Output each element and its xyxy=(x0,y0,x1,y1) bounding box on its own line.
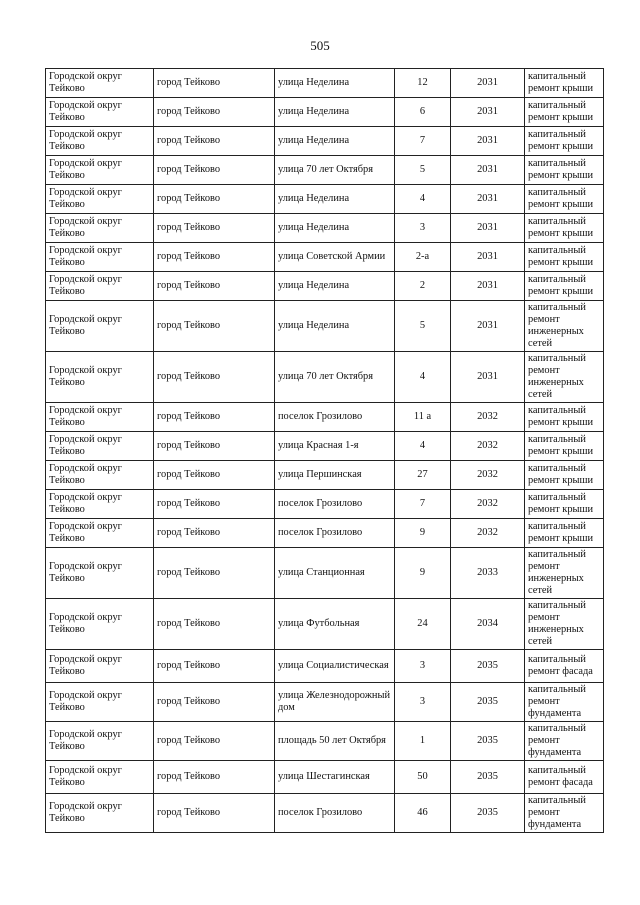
year-cell: 2031 xyxy=(451,352,525,403)
year-cell: 2035 xyxy=(451,650,525,683)
house-number-cell: 1 xyxy=(395,722,451,761)
work-type-cell: капитальный ремонт фасада xyxy=(525,761,604,794)
settlement-cell: город Тейково xyxy=(154,69,275,98)
settlement-cell: город Тейково xyxy=(154,599,275,650)
work-type-cell: капитальный ремонт крыши xyxy=(525,461,604,490)
table-row xyxy=(46,490,604,519)
street-cell: улица Неделина xyxy=(275,214,395,243)
table-row xyxy=(46,243,604,272)
settlement-cell: город Тейково xyxy=(154,490,275,519)
house-number-cell: 4 xyxy=(395,432,451,461)
table-row xyxy=(46,352,604,403)
year-cell: 2032 xyxy=(451,403,525,432)
work-type-cell: капитальный ремонт инженерных сетей xyxy=(525,548,604,599)
table-row xyxy=(46,548,604,599)
table-row xyxy=(46,98,604,127)
street-cell: площадь 50 лет Октября xyxy=(275,722,395,761)
street-cell: улица Неделина xyxy=(275,127,395,156)
table-row xyxy=(46,214,604,243)
year-cell: 2035 xyxy=(451,683,525,722)
table-row xyxy=(46,301,604,352)
house-number-cell: 5 xyxy=(395,301,451,352)
street-cell: улица Першинская xyxy=(275,461,395,490)
street-cell: улица 70 лет Октября xyxy=(275,156,395,185)
settlement-cell: город Тейково xyxy=(154,301,275,352)
municipality-cell: Городской округ Тейково xyxy=(46,432,154,461)
municipality-cell: Городской округ Тейково xyxy=(46,301,154,352)
repair-schedule-table xyxy=(45,68,604,833)
house-number-cell: 9 xyxy=(395,548,451,599)
municipality-cell: Городской округ Тейково xyxy=(46,352,154,403)
house-number-cell: 27 xyxy=(395,461,451,490)
year-cell: 2032 xyxy=(451,490,525,519)
year-cell: 2031 xyxy=(451,272,525,301)
settlement-cell: город Тейково xyxy=(154,272,275,301)
municipality-cell: Городской округ Тейково xyxy=(46,243,154,272)
house-number-cell: 4 xyxy=(395,352,451,403)
table-row xyxy=(46,599,604,650)
street-cell: улица Футбольная xyxy=(275,599,395,650)
year-cell: 2031 xyxy=(451,69,525,98)
street-cell: улица Красная 1-я xyxy=(275,432,395,461)
work-type-cell: капитальный ремонт крыши xyxy=(525,214,604,243)
settlement-cell: город Тейково xyxy=(154,432,275,461)
table-row xyxy=(46,432,604,461)
street-cell: улица Станционная xyxy=(275,548,395,599)
table-row xyxy=(46,461,604,490)
table-row xyxy=(46,722,604,761)
year-cell: 2032 xyxy=(451,461,525,490)
work-type-cell: капитальный ремонт крыши xyxy=(525,98,604,127)
work-type-cell: капитальный ремонт крыши xyxy=(525,432,604,461)
year-cell: 2031 xyxy=(451,243,525,272)
work-type-cell: капитальный ремонт фундамента xyxy=(525,683,604,722)
settlement-cell: город Тейково xyxy=(154,185,275,214)
municipality-cell: Городской округ Тейково xyxy=(46,98,154,127)
year-cell: 2031 xyxy=(451,156,525,185)
year-cell: 2035 xyxy=(451,722,525,761)
street-cell: улица Железнодорожный дом xyxy=(275,683,395,722)
house-number-cell: 3 xyxy=(395,214,451,243)
settlement-cell: город Тейково xyxy=(154,722,275,761)
table-row xyxy=(46,156,604,185)
house-number-cell: 3 xyxy=(395,683,451,722)
house-number-cell: 5 xyxy=(395,156,451,185)
settlement-cell: город Тейково xyxy=(154,156,275,185)
settlement-cell: город Тейково xyxy=(154,352,275,403)
settlement-cell: город Тейково xyxy=(154,127,275,156)
street-cell: улица 70 лет Октября xyxy=(275,352,395,403)
work-type-cell: капитальный ремонт крыши xyxy=(525,185,604,214)
work-type-cell: капитальный ремонт крыши xyxy=(525,272,604,301)
street-cell: поселок Грозилово xyxy=(275,519,395,548)
house-number-cell: 6 xyxy=(395,98,451,127)
settlement-cell: город Тейково xyxy=(154,214,275,243)
table-row xyxy=(46,185,604,214)
municipality-cell: Городской округ Тейково xyxy=(46,519,154,548)
work-type-cell: капитальный ремонт инженерных сетей xyxy=(525,352,604,403)
street-cell: поселок Грозилово xyxy=(275,794,395,833)
work-type-cell: капитальный ремонт крыши xyxy=(525,243,604,272)
street-cell: улица Неделина xyxy=(275,272,395,301)
year-cell: 2032 xyxy=(451,432,525,461)
table-row xyxy=(46,127,604,156)
street-cell: поселок Грозилово xyxy=(275,490,395,519)
table-row xyxy=(46,403,604,432)
settlement-cell: город Тейково xyxy=(154,650,275,683)
table-row xyxy=(46,761,604,794)
municipality-cell: Городской округ Тейково xyxy=(46,599,154,650)
house-number-cell: 9 xyxy=(395,519,451,548)
municipality-cell: Городской округ Тейково xyxy=(46,548,154,599)
street-cell: улица Неделина xyxy=(275,185,395,214)
year-cell: 2031 xyxy=(451,185,525,214)
house-number-cell: 46 xyxy=(395,794,451,833)
work-type-cell: капитальный ремонт фундамента xyxy=(525,722,604,761)
settlement-cell: город Тейково xyxy=(154,403,275,432)
house-number-cell: 4 xyxy=(395,185,451,214)
house-number-cell: 11 а xyxy=(395,403,451,432)
municipality-cell: Городской округ Тейково xyxy=(46,156,154,185)
street-cell: поселок Грозилово xyxy=(275,403,395,432)
municipality-cell: Городской округ Тейково xyxy=(46,461,154,490)
settlement-cell: город Тейково xyxy=(154,683,275,722)
municipality-cell: Городской округ Тейково xyxy=(46,214,154,243)
house-number-cell: 3 xyxy=(395,650,451,683)
table-row xyxy=(46,683,604,722)
work-type-cell: капитальный ремонт крыши xyxy=(525,69,604,98)
municipality-cell: Городской округ Тейково xyxy=(46,490,154,519)
house-number-cell: 7 xyxy=(395,490,451,519)
street-cell: улица Неделина xyxy=(275,301,395,352)
house-number-cell: 2-а xyxy=(395,243,451,272)
settlement-cell: город Тейково xyxy=(154,243,275,272)
street-cell: улица Социалистическая xyxy=(275,650,395,683)
municipality-cell: Городской округ Тейково xyxy=(46,761,154,794)
municipality-cell: Городской округ Тейково xyxy=(46,683,154,722)
work-type-cell: капитальный ремонт фундамента xyxy=(525,794,604,833)
work-type-cell: капитальный ремонт крыши xyxy=(525,519,604,548)
year-cell: 2031 xyxy=(451,98,525,127)
page-number: 505 xyxy=(310,38,330,53)
settlement-cell: город Тейково xyxy=(154,761,275,794)
house-number-cell: 7 xyxy=(395,127,451,156)
street-cell: улица Советской Армии xyxy=(275,243,395,272)
year-cell: 2031 xyxy=(451,301,525,352)
settlement-cell: город Тейково xyxy=(154,461,275,490)
year-cell: 2035 xyxy=(451,761,525,794)
settlement-cell: город Тейково xyxy=(154,548,275,599)
table-row xyxy=(46,650,604,683)
year-cell: 2031 xyxy=(451,127,525,156)
year-cell: 2031 xyxy=(451,214,525,243)
work-type-cell: капитальный ремонт крыши xyxy=(525,127,604,156)
year-cell: 2032 xyxy=(451,519,525,548)
work-type-cell: капитальный ремонт инженерных сетей xyxy=(525,599,604,650)
street-cell: улица Неделина xyxy=(275,98,395,127)
work-type-cell: капитальный ремонт фасада xyxy=(525,650,604,683)
work-type-cell: капитальный ремонт крыши xyxy=(525,403,604,432)
work-type-cell: капитальный ремонт инженерных сетей xyxy=(525,301,604,352)
house-number-cell: 12 xyxy=(395,69,451,98)
municipality-cell: Городской округ Тейково xyxy=(46,272,154,301)
municipality-cell: Городской округ Тейково xyxy=(46,722,154,761)
municipality-cell: Городской округ Тейково xyxy=(46,69,154,98)
street-cell: улица Неделина xyxy=(275,69,395,98)
table-row xyxy=(46,272,604,301)
municipality-cell: Городской округ Тейково xyxy=(46,650,154,683)
house-number-cell: 24 xyxy=(395,599,451,650)
year-cell: 2035 xyxy=(451,794,525,833)
settlement-cell: город Тейково xyxy=(154,794,275,833)
year-cell: 2033 xyxy=(451,548,525,599)
municipality-cell: Городской округ Тейково xyxy=(46,127,154,156)
municipality-cell: Городской округ Тейково xyxy=(46,185,154,214)
table-row xyxy=(46,69,604,98)
house-number-cell: 2 xyxy=(395,272,451,301)
settlement-cell: город Тейково xyxy=(154,519,275,548)
municipality-cell: Городской округ Тейково xyxy=(46,403,154,432)
table-row xyxy=(46,519,604,548)
municipality-cell: Городской округ Тейково xyxy=(46,794,154,833)
settlement-cell: город Тейково xyxy=(154,98,275,127)
table-row xyxy=(46,794,604,833)
house-number-cell: 50 xyxy=(395,761,451,794)
work-type-cell: капитальный ремонт крыши xyxy=(525,156,604,185)
year-cell: 2034 xyxy=(451,599,525,650)
work-type-cell: капитальный ремонт крыши xyxy=(525,490,604,519)
street-cell: улица Шестагинская xyxy=(275,761,395,794)
